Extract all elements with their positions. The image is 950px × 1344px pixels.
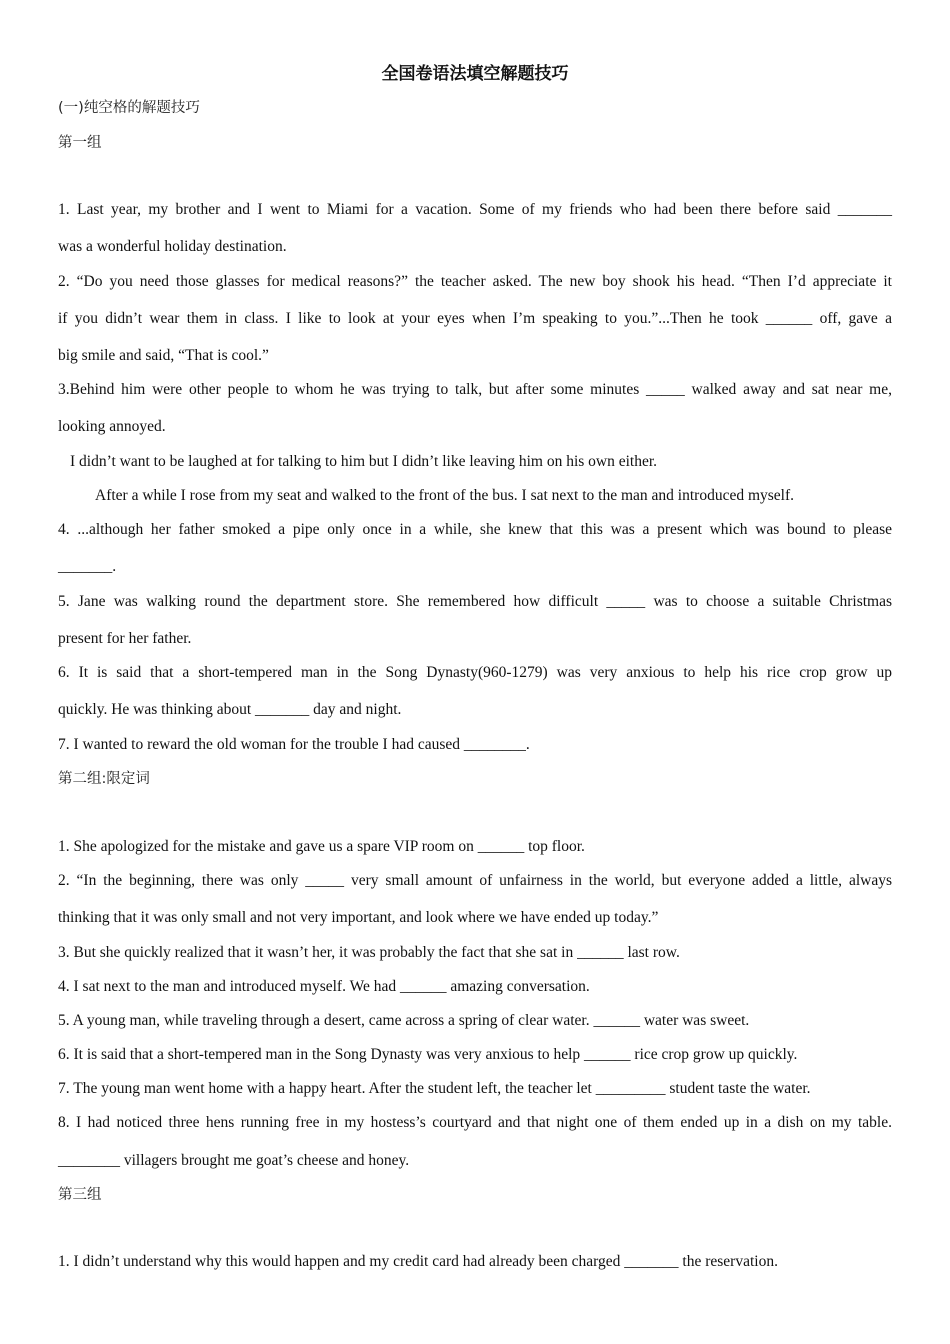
- section-heading: (一)纯空格的解题技巧: [58, 100, 200, 116]
- g2-q8-line1: 8. I had noticed three hens running free in my hostess’s courtyard and that night one of them ended up in a dish on my table.: [58, 1114, 892, 1131]
- g1-q4-line1: 4. ...although her father smoked a pipe only once in a while, she knew that this was a present which was bound to please: [58, 521, 892, 538]
- g1-q7-line1: 7. I wanted to reward the old woman for the trouble I had caused ________.: [58, 736, 530, 753]
- g2-q1-line1: 1. She apologized for the mistake and gave us a spare VIP room on ______ top floor.: [58, 838, 585, 855]
- page-title: 全国卷语法填空解题技巧: [381, 64, 569, 84]
- g2-q3-line1: 3. But she quickly realized that it wasn’t her, it was probably the fact that she sat in ______ last row.: [58, 944, 680, 961]
- g3-q1-line1: 1. I didn’t understand why this would happen and my credit card had already been charged _______ the reservation.: [58, 1253, 778, 1270]
- g1-q3-line2: looking annoyed.: [58, 418, 166, 435]
- g1-q4-line2: _______.: [58, 558, 117, 575]
- g1-q2-line2: if you didn’t wear them in class. I like to look at your eyes when I’m speaking to you.”...Then he took ______ off, gave a: [58, 310, 892, 327]
- g1-q3-line1: 3.Behind him were other people to whom he was trying to talk, but after some minutes _____ walked away and sat near me,: [58, 381, 892, 398]
- g2-q8-line2: ________ villagers brought me goat’s cheese and honey.: [58, 1152, 410, 1169]
- g1-q6-line1: 6. It is said that a short-tempered man in the Song Dynasty(960-1279) was very anxious to help his rice crop grow up: [58, 664, 892, 681]
- g1-q2-line1: 2. “Do you need those glasses for medical reasons?” the teacher asked. The new boy shook his head. “Then I’d appreciate it: [58, 273, 892, 290]
- g1-q1-line2: was a wonderful holiday destination.: [58, 238, 287, 255]
- group3-heading: 第三组: [58, 1187, 102, 1203]
- g1-q3-line4: After a while I rose from my seat and walked to the front of the bus. I sat next to the man and introduced myself.: [95, 487, 795, 504]
- g2-q2-line1: 2. “In the beginning, there was only _____ very small amount of unfairness in the world, but everyone added a little, always: [58, 872, 892, 889]
- g2-q2-line2: thinking that it was only small and not very important, and look where we have ended up today.”: [58, 909, 659, 926]
- g2-q6-line1: 6. It is said that a short-tempered man in the Song Dynasty was very anxious to help ______ rice crop grow up quickly.: [58, 1046, 798, 1063]
- g1-q5-line1: 5. Jane was walking round the department store. She remembered how difficult _____ was to choose a suitable Christmas: [58, 593, 892, 610]
- g2-q5-line1: 5. A young man, while traveling through a desert, came across a spring of clear water. ______ water was sweet.: [58, 1012, 750, 1029]
- g2-q7-line1: 7. The young man went home with a happy heart. After the student left, the teacher let _________ student taste the water.: [58, 1080, 811, 1097]
- group2-heading: 第二组:限定词: [58, 771, 150, 787]
- group1-heading: 第一组: [58, 135, 102, 151]
- g1-q1-line1: 1. Last year, my brother and I went to Miami for a vacation. Some of my friends who had been there before said _______: [58, 201, 892, 218]
- g1-q5-line2: present for her father.: [58, 630, 192, 647]
- g1-q6-line2: quickly. He was thinking about _______ day and night.: [58, 701, 402, 718]
- g1-q3-line3: I didn’t want to be laughed at for talking to him but I didn’t like leaving him on his own either.: [70, 453, 658, 470]
- g2-q4-line1: 4. I sat next to the man and introduced myself. We had ______ amazing conversation.: [58, 978, 590, 995]
- g1-q2-line3: big smile and said, “That is cool.”: [58, 347, 269, 364]
